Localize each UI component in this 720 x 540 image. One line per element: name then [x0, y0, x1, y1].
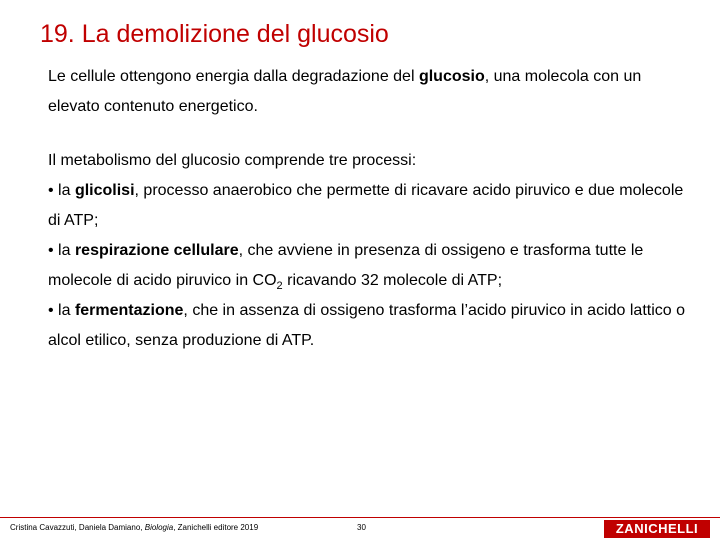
- keyword-glucosio: glucosio: [418, 68, 485, 85]
- subscript-2: 2: [276, 280, 283, 292]
- book-title: Biologia: [144, 523, 174, 532]
- intro-paragraph: Le cellule ottengono energia dalla degradazione del glucosio, una molecola con un elevato contenuto energetico.: [48, 68, 642, 115]
- keyword-fermentazione: fermentazione: [74, 302, 184, 319]
- keyword-glicolisi: glicolisi: [74, 182, 135, 199]
- paragraph-gap: [48, 122, 688, 146]
- slide-content: [48, 62, 688, 356]
- bullet-glicolisi: • la glicolisi, processo anaerobico che permette di ricavare acido piruvico e due molecole di ATP;: [48, 182, 684, 229]
- footer-divider: [0, 517, 720, 518]
- slide-title: 19. La demolizione del glucosio: [40, 20, 389, 48]
- page-number: 30: [357, 523, 366, 532]
- footer-credit: Cristina Cavazzuti, Daniela Damiano, Biologia, Zanichelli editore 2019: [10, 523, 259, 532]
- bullet-respirazione: • la respirazione cellulare, che avviene in presenza di ossigeno e trasforma tutte le molecole di acido piruvico in $CO_2$ ricavando 32 molecole di ATP;: [48, 242, 644, 292]
- lead-paragraph: Il metabolismo del glucosio comprende tre processi:: [48, 152, 417, 169]
- keyword-respirazione: respirazione cellulare: [74, 242, 239, 259]
- bullet-fermentazione: • la fermentazione, che in assenza di ossigeno trasforma l’acido piruvico in acido lattico o alcol etilico, senza produzione di ATP.: [48, 302, 686, 349]
- publisher-logo: ZANICHELLI: [604, 520, 710, 538]
